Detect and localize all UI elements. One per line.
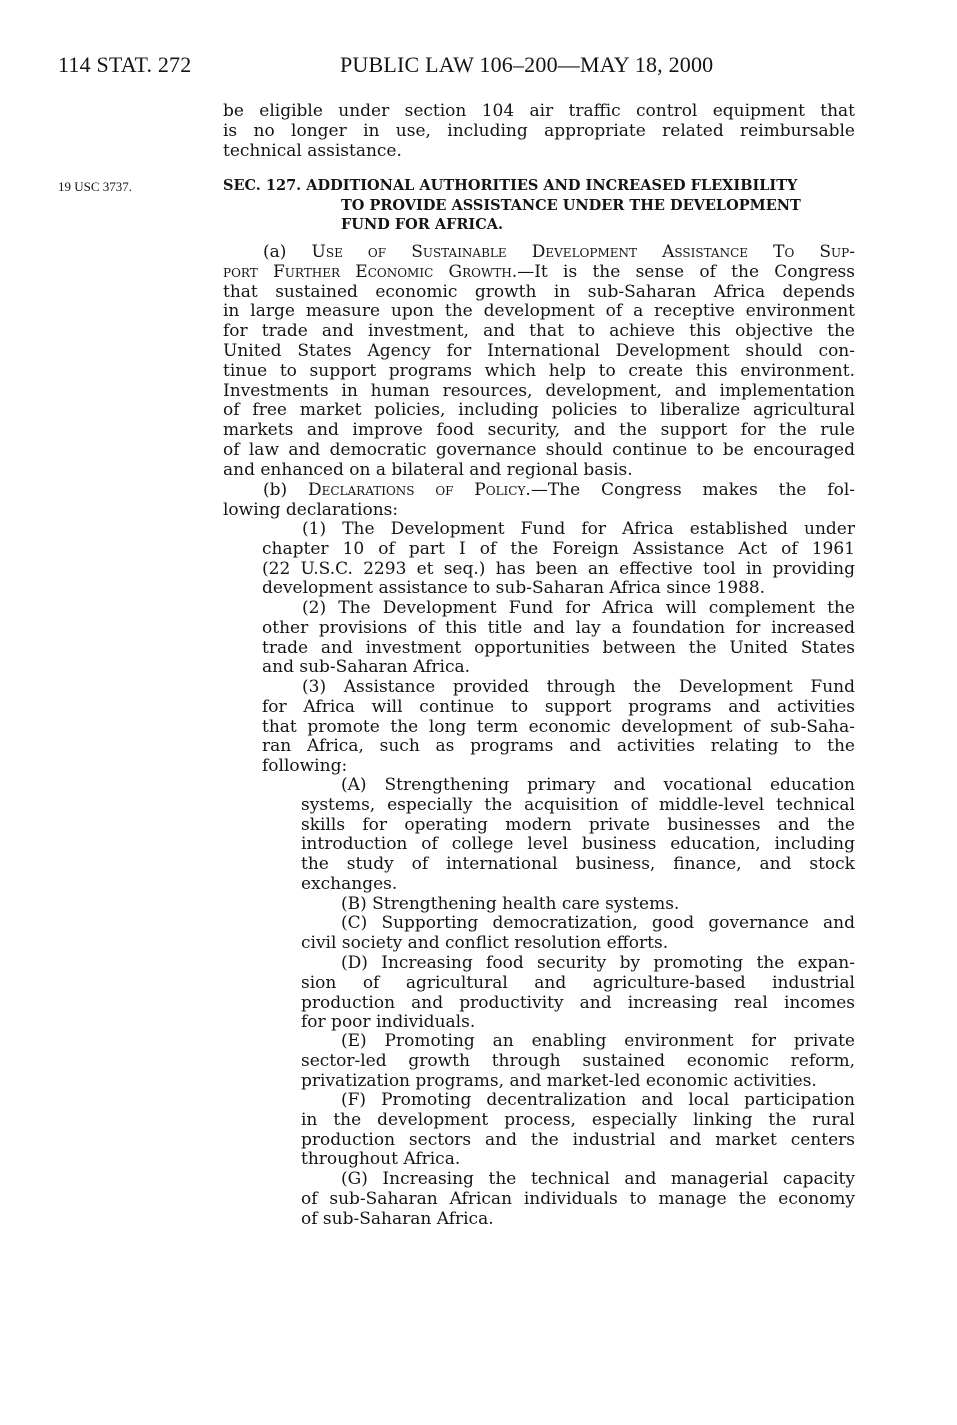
text-line: of sub-Saharan African individuals to manage the economy	[301, 1188, 855, 1209]
text-line: United States Agency for International Development should con-	[223, 340, 855, 361]
subsection-text: —The Congress makes the fol-	[530, 480, 855, 500]
text-line: sector-led growth through sustained economic reform,	[301, 1050, 855, 1071]
subparagraph-D	[301, 954, 855, 1033]
paragraph-1	[262, 520, 855, 599]
text-line: (D) Increasing food security by promoting the expan-	[341, 953, 855, 973]
running-head: PUBLIC LAW 106–200—MAY 18, 2000	[340, 52, 714, 77]
text-line: (2) The Development Fund for Africa will complement the	[302, 598, 855, 618]
paragraph-3	[262, 678, 855, 777]
subparagraph-G	[301, 1170, 855, 1229]
subparagraph-C	[301, 914, 855, 954]
text-line: (A) Strengthening primary and vocational education	[341, 775, 855, 795]
text-line: of sub-Saharan Africa.	[301, 1208, 494, 1229]
text-line: Investments in human resources, development, and implementation	[223, 380, 855, 401]
subsection-heading: Use of Sustainable Development Assistance To Sup-	[311, 242, 855, 262]
text-line: for trade and investment, and that to achieve this objective the	[223, 321, 855, 342]
text-line: sion of agricultural and agriculture-based industrial	[301, 972, 855, 993]
subparagraph-A	[301, 776, 855, 895]
subparagraph-E	[301, 1032, 855, 1091]
subsection-label: (a)	[263, 242, 287, 262]
text-line: (3) Assistance provided through the Development Fund	[302, 677, 855, 697]
text-line: chapter 10 of part I of the Foreign Assistance Act of 1961	[262, 538, 855, 559]
text-line: throughout Africa.	[301, 1149, 461, 1170]
text-line: production sectors and the industrial and market centers	[301, 1129, 855, 1150]
text-line: (C) Supporting democratization, good governance and	[341, 913, 855, 933]
text-line: privatization programs, and market-led economic activities.	[301, 1070, 817, 1091]
text-line: the study of international business, finance, and stock	[301, 854, 855, 875]
text-line: markets and improve food security, and the support for the rule	[223, 420, 855, 441]
subsection-heading: Declarations of Policy.	[307, 480, 531, 500]
text-line: (G) Increasing the technical and managerial capacity	[341, 1169, 855, 1189]
subsection-label: (b)	[263, 480, 288, 500]
text-line: (22 U.S.C. 2293 et seq.) has been an effective tool in providing	[262, 558, 855, 579]
section-title-line: TO PROVIDE ASSISTANCE UNDER THE DEVELOPMENT	[341, 196, 801, 214]
text-line: of free market policies, including policies to liberalize agricultural	[223, 400, 855, 421]
text-line: (B) Strengthening health care systems.	[341, 894, 680, 914]
intro-paragraph	[223, 102, 855, 161]
text-line: of law and democratic governance should continue to be encouraged	[223, 439, 855, 460]
text-line: lowing declarations:	[223, 499, 399, 520]
subparagraph-B	[301, 895, 855, 915]
text-line: introduction of college level business education, including	[301, 834, 855, 855]
text-line: (E) Promoting an enabling environment for private	[341, 1031, 855, 1051]
text-line: systems, especially the acquisition of middle-level technical	[301, 794, 855, 815]
text-line: ran Africa, such as programs and activities relating to the	[262, 736, 855, 757]
page-number: 114 STAT. 272	[58, 52, 192, 77]
text-line: (1) The Development Fund for Africa established under	[302, 519, 855, 539]
margin-citation: 19 USC 3737.	[58, 179, 133, 194]
subsection-a	[223, 243, 855, 481]
text-line: technical assistance.	[223, 140, 402, 161]
subsection-text: —It is the sense of the Congress	[517, 261, 855, 282]
text-line: exchanges.	[301, 873, 398, 894]
text-line: following:	[262, 756, 348, 777]
text-line: and sub-Saharan Africa.	[262, 657, 471, 678]
text-line: tinue to support programs which help to create this environment.	[223, 360, 855, 381]
text-line: that promote the long term economic development of sub-Saha-	[262, 716, 855, 737]
text-line: trade and investment opportunities between the United States	[262, 637, 855, 658]
text-line: that sustained economic growth in sub-Saharan Africa depends	[223, 281, 855, 302]
subsection-heading-cont: port Further Economic Growth.	[223, 261, 518, 282]
text-line: development assistance to sub-Saharan Africa since 1988.	[262, 578, 766, 599]
text-line: other provisions of this title and lay a foundation for increased	[262, 617, 855, 638]
text-line: is no longer in use, including appropriate related reimbursable	[223, 120, 855, 141]
text-line: in the development process, especially linking the rural	[301, 1109, 855, 1130]
subparagraph-F	[301, 1091, 855, 1170]
section-heading	[223, 176, 863, 235]
paragraph-2	[262, 599, 855, 678]
text-line: production and productivity and increasing real incomes	[301, 992, 855, 1013]
text-line: (F) Promoting decentralization and local participation	[341, 1090, 855, 1110]
text-line: for Africa will continue to support programs and activities	[262, 696, 855, 717]
section-title-line: FUND FOR AFRICA.	[341, 216, 504, 233]
text-line: civil society and conflict resolution efforts.	[301, 932, 669, 953]
text-line: skills for operating modern private businesses and the	[301, 814, 855, 835]
text-line: for poor individuals.	[301, 1012, 476, 1033]
subsection-b	[223, 481, 855, 521]
section-number: SEC. 127.	[223, 177, 302, 194]
text-line: in large measure upon the development of a receptive environment	[223, 301, 855, 322]
section-title-line: ADDITIONAL AUTHORITIES AND INCREASED FLEXIBILITY	[306, 177, 798, 194]
text-line: be eligible under section 104 air traffic control equipment that	[223, 101, 855, 121]
text-line: and enhanced on a bilateral and regional basis.	[223, 459, 633, 480]
